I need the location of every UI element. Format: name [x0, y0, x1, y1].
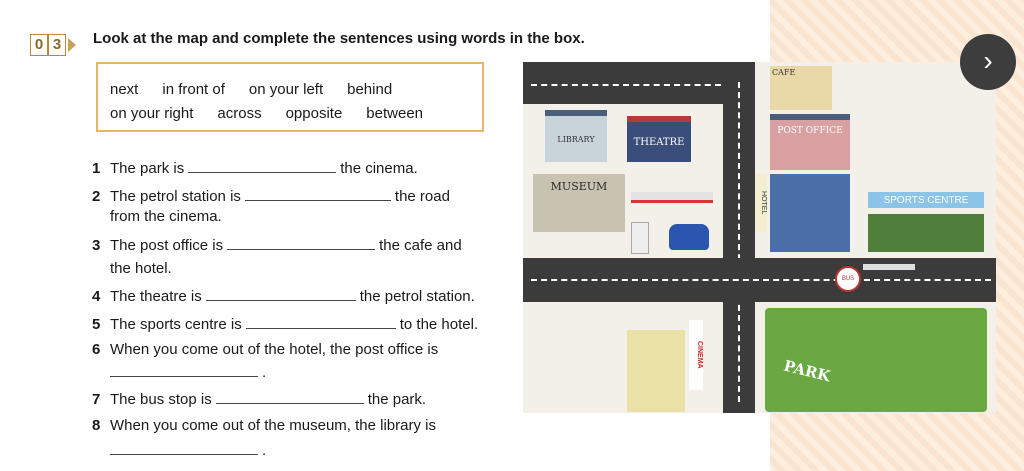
- sports-centre-building: [868, 214, 984, 252]
- answer-blank[interactable]: [188, 158, 336, 173]
- question-8: 8 When you come out of the museum, the library is: [92, 417, 436, 434]
- answer-blank[interactable]: [227, 235, 375, 250]
- question-5: 5 The sports centre is to the hotel.: [92, 316, 479, 333]
- answer-blank[interactable]: [216, 389, 364, 404]
- theatre-building: THEATRE: [627, 116, 691, 162]
- bus-stop-sign: BUS: [835, 266, 861, 292]
- word-box-row: [110, 102, 470, 126]
- bus-shelter: [863, 264, 915, 270]
- town-map: [523, 62, 996, 413]
- hotel-building: [770, 174, 850, 252]
- exercise-instruction: Look at the map and complete the sentences using words in the box.: [93, 30, 585, 47]
- word-option: on your right: [110, 105, 194, 122]
- park-label: PARK: [781, 356, 833, 386]
- cinema-sign: CINEMA: [689, 320, 703, 390]
- sports-centre-sign: SPORTS CENTRE: [868, 192, 984, 208]
- question-2: 2 The petrol station is the road: [92, 188, 450, 205]
- library-building: LIBRARY: [545, 110, 607, 162]
- question-6-continued: .: [110, 362, 266, 381]
- post-office-building: POST OFFICE: [770, 114, 850, 170]
- word-option: opposite: [285, 105, 343, 122]
- word-option: across: [217, 105, 262, 122]
- answer-blank[interactable]: [110, 362, 258, 377]
- word-option: on your left: [248, 81, 324, 98]
- museum-building: MUSEUM: [533, 174, 625, 232]
- question-2-continued: from the cinema.: [110, 208, 222, 225]
- petrol-station-canopy: [631, 192, 713, 203]
- question-6: 6 When you come out of the hotel, the post office is: [92, 341, 439, 358]
- hotel-sign: HOTEL: [755, 174, 767, 232]
- next-page-button[interactable]: ›: [960, 34, 1016, 90]
- word-option: behind: [347, 81, 393, 98]
- question-4: 4 The theatre is the petrol station.: [92, 288, 475, 305]
- word-option: between: [366, 105, 424, 122]
- road-marking: [738, 82, 740, 402]
- road-marking: [531, 84, 721, 86]
- exercise-digit: 3: [48, 34, 66, 56]
- question-3-continued: the hotel.: [110, 260, 172, 277]
- exercise-digit: 0: [30, 34, 48, 56]
- road-top: [523, 62, 728, 104]
- question-1: 1 The park is the cinema.: [92, 160, 418, 177]
- cinema-building: [627, 330, 685, 412]
- play-triangle-icon: [68, 38, 76, 52]
- answer-blank[interactable]: [110, 440, 258, 455]
- car-icon: [669, 224, 709, 250]
- word-box: [96, 62, 484, 132]
- question-7: 7 The bus stop is the park.: [92, 391, 427, 408]
- road-marking: [531, 279, 991, 281]
- cafe-building: CAFE: [770, 66, 832, 110]
- exercise-number-badge: [30, 34, 76, 56]
- word-box-row: [110, 78, 470, 102]
- word-option: in front of: [162, 81, 225, 98]
- question-8-continued: .: [110, 440, 266, 459]
- petrol-pump-icon: [631, 222, 649, 254]
- answer-blank[interactable]: [245, 186, 391, 201]
- word-option: next: [110, 81, 139, 98]
- answer-blank[interactable]: [246, 314, 396, 329]
- question-3: 3 The post office is the cafe and: [92, 237, 462, 254]
- answer-blank[interactable]: [206, 286, 356, 301]
